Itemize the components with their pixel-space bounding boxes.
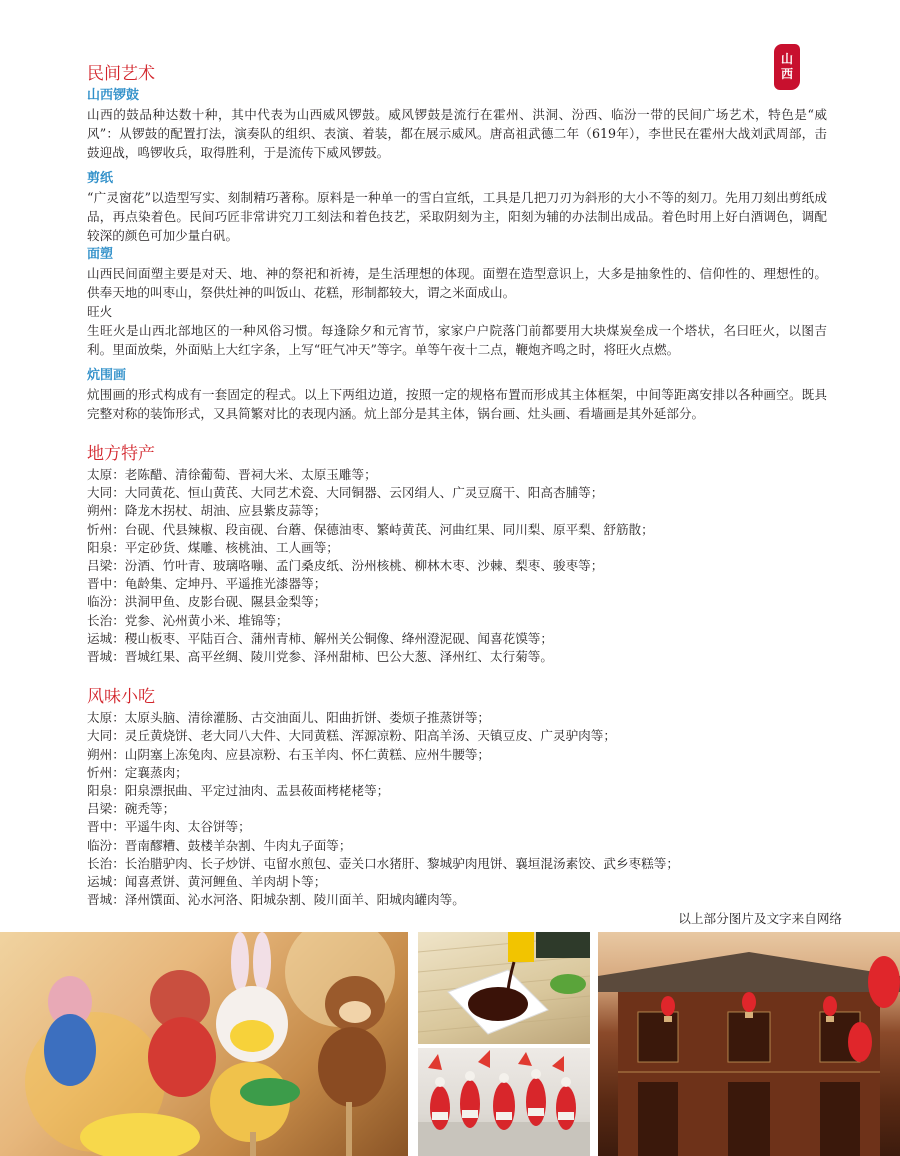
specialty-row: 大同：大同黄花、恒山黄芪、大同艺术瓷、大同铜器、云冈绢人、广灵豆腐干、阳高杏脯等； xyxy=(87,485,604,501)
snack-row: 太原：太原头脑、清徐灌肠、古交油面儿、阳曲折饼、娄烦子推蒸饼等； xyxy=(87,710,490,726)
main-content xyxy=(87,62,827,909)
specialties-heading: 地方特产 xyxy=(87,444,155,464)
subheading-bonfire: 旺火 xyxy=(87,304,113,319)
snack-row: 临汾：晋南醪糟、鼓楼羊杂割、牛肉丸子面等； xyxy=(87,837,352,853)
snack-row: 长治：长治腊驴肉、长子炒饼、屯留水煎包、壶关口水猪肝、黎城驴肉甩饼、襄垣混汤素饺、武乡枣糕等； xyxy=(87,855,679,871)
specialty-row: 吕梁：汾酒、竹叶青、玻璃咯嘣、孟门桑皮纸、汾州核桃、柳林木枣、沙棘、梨枣、骏枣等； xyxy=(87,558,604,574)
snack-row: 晋城：泽州馔面、沁水河洛、阳城杂割、陵川面羊、阳城肉罐肉等。 xyxy=(87,892,465,908)
specialty-row: 晋城：晋城红果、高平丝绸、陵川党参、泽州甜柿、巴公大葱、泽州红、太行菊等。 xyxy=(87,649,553,665)
courtyard-architecture-photo xyxy=(598,932,900,1156)
snack-row: 忻州：定襄蒸肉； xyxy=(87,764,188,780)
seal-char-1: 山 xyxy=(780,52,793,66)
dough-figurines-photo xyxy=(0,932,408,1156)
snack-row: 大同：灵丘黄烧饼、老大同八大件、大同黄糕、浑源凉粉、阳高羊汤、天镇豆皮、广灵驴肉等； xyxy=(87,728,616,744)
subheading-gongs-drums: 山西锣鼓 xyxy=(87,88,140,103)
specialty-row: 运城：稷山板枣、平陆百合、蒲州青柿、解州关公铜像、绛州澄泥砚、闻喜花馍等； xyxy=(87,630,553,646)
paragraph-bonfire: 生旺火是山西北部地区的一种风俗习惯。每逢除夕和元宵节，家家户户院落门前都要用大块煤炭垒成一个塔状，名曰旺火，以图吉利。里面放柴，外面贴上大红字条，上写“旺气冲天”等字。单等午夜十二点，鞭炮齐鸣之时，将旺火点燃。 xyxy=(87,323,827,357)
specialty-row: 晋中：龟龄集、定坤丹、平遥推光漆器等； xyxy=(87,576,327,592)
subheading-dough-sculpture: 面塑 xyxy=(87,247,114,262)
specialty-row: 太原：老陈醋、清徐葡萄、晋祠大米、太原玉雕等； xyxy=(87,467,377,482)
snack-row: 晋中：平遥牛肉、太谷饼等； xyxy=(87,819,251,835)
specialty-row: 长治：党参、沁州黄小米、堆锦等； xyxy=(87,612,289,628)
image-credit: 以上部分图片及文字来自网络 xyxy=(678,911,842,926)
snack-row: 阳泉：阳泉漂抿曲、平定过油肉、盂县莜面栲栳栳等； xyxy=(87,783,390,799)
vinegar-dish-photo xyxy=(418,932,590,1044)
snack-row: 朔州：山阴塞上冻兔肉、应县凉粉、右玉羊肉、怀仁黄糕、应州牛腰等； xyxy=(87,746,490,762)
snack-row: 吕梁：碗秃等； xyxy=(87,801,176,817)
paragraph-gongs-drums: 山西的鼓品种达数十种，其中代表为山西威风锣鼓。威风锣鼓是流行在霍州、洪洞、汾西、临汾一带的民间广场艺术，特色是“威风”：从锣鼓的配置打法，演奏队的组织、表演、着装，都在展示威风。唐高祖武德二年（619年），李世民在霍州大战刘武周部，击鼓迎战，鸣锣收兵，取得胜利，于是流传下威风锣鼓。 xyxy=(87,107,827,160)
drum-dancers-photo xyxy=(418,1048,590,1156)
paragraph-dough-sculpture: 山西民间面塑主要是对天、地、神的祭祀和祈祷，是生活理想的体现。面塑在造型意识上，大多是抽象性的、信仰性的、理想性的。供奉天地的叫枣山，祭供灶神的叫饭山、花糕，形制都较大，谓之米面成山。 xyxy=(87,266,827,300)
specialty-row: 忻州：台砚、代县辣椒、段亩砚、台蘑、保德油枣、繁峙黄芪、河曲红果、同川梨、原平梨、舒筋散； xyxy=(87,521,654,537)
paragraph-kang-painting: 炕围画的形式构成有一套固定的程式。以上下两组边道，按照一定的规格布置而形成其主体框架，中间等距离安排以各种画空。既具完整对称的装饰形式，又具简繁对比的表现内涵。炕上部分是其主体，锅台画、灶头画、看墙画是其外延部分。 xyxy=(87,387,827,421)
seal-char-2: 西 xyxy=(780,67,793,81)
subheading-kang-painting: 炕围画 xyxy=(87,368,127,383)
specialty-row: 阳泉：平定砂货、煤雕、核桃油、工人画等； xyxy=(87,539,339,555)
specialty-row: 临汾：洪洞甲鱼、皮影台砚、隰县金梨等； xyxy=(87,594,327,610)
paragraph-paper-cutting: “广灵窗花”以造型写实、刻制精巧著称。原料是一种单一的雪白宣纸，工具是几把刀刃为斜形的大小不等的刻刀。先用刀刻出剪纸成品，再点染着色。民间巧匠非常讲究刀工刻法和着色技艺，采取阴刻为主，阳刻为辅的办法制出成品。着色时用上好白酒调色，调配较深的颜色可加少量白矾。 xyxy=(87,190,827,243)
folk-art-heading: 民间艺术 xyxy=(87,64,155,84)
snacks-heading: 风味小吃 xyxy=(87,687,155,708)
snack-row: 运城：闻喜煮饼、黄河鲤鱼、羊肉胡卜等； xyxy=(87,874,327,890)
subheading-paper-cutting: 剪纸 xyxy=(87,171,114,186)
specialty-row: 朔州：降龙木拐杖、胡油、应县紫皮蒜等； xyxy=(87,503,327,519)
